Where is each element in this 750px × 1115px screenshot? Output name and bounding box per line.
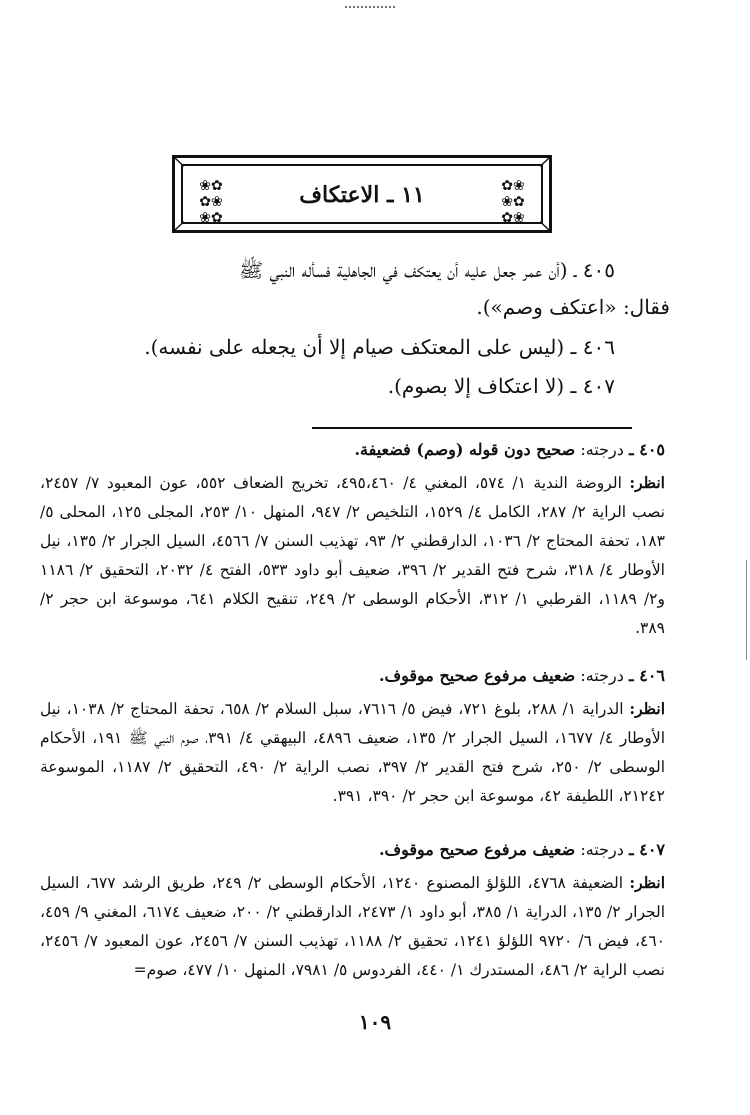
- references-text: الدراية ١/ ٢٨٨، بلوغ ٧٢١، فيض ٥/ ٧٦١٦، سبل السلام ٢/ ٦٥٨، تحفة المحتاج ٢/ ١٠٣٨، نيل الأوطار ٤/ ١٦٧٧، السيل الجرار ٢/ ١٣٥، ضعيف ٤٨٩٦، البيهقي ٤/ ٣٩١، صوم النبي ﷺ ١٩١، الأحكام الوسطى ٢/ ٢٥٠، شرح فتح القدير ٢/ ٣٩٧، نصب الراية ٢/ ٤٩٠، التحقيق ٢/ ١١٨٧، الموسوعة ٢١٢٤٢، اللطيفة ٤٢، موسوعة ابن حجر ٢/ ٣٩٠، ٣٩١.: [40, 700, 666, 805]
- grade-label: درجته:: [580, 840, 624, 859]
- note-405-references: [40, 468, 665, 643]
- note-number: ٤٠٥ ـ: [628, 440, 665, 459]
- floral-ornament-right-icon: ✿❀ ❀✿ ✿❀: [501, 178, 525, 226]
- scan-edge-line: [746, 560, 747, 660]
- hadith-405-line1: ٤٠٥ ـ (أن عمر جعل عليه أن يعتكف في الجاهلية فسأله النبي ﷺ: [238, 258, 615, 282]
- references-lead: انظر:: [629, 473, 665, 492]
- chapter-frame: [172, 155, 552, 233]
- references-text: الروضة الندية ١/ ٥٧٤، المغني ٤/ ٤٩٥،٤٦٠، تخريج الضعاف ٥٥٢، عون المعبود ٧/ ٢٤٥٧، نصب الراية ٢/ ٢٨٧، الكامل ٤/ ١٥٢٩، التلخيص ٢/ ٩٤٧، المنهل ١٠/ ٢٥٣، المجلى ١٢٥، المحلى ٥/ ١٨٣، تحفة المحتاج ٢/ ١٠٣٦، الدارقطني ٢/ ٩٣، تهذيب السنن ٧/ ٤٥٦٦، السيل الجرار ٢/ ١٣٥، نيل الأوطار ٤/ ٣١٨، شرح فتح القدير ٢/ ٣٩٦، ضعيف أبو داود ٥٣٣، الفتح ٤/ ٢٠٣٢، التحقيق ٢/ ١١٨٦ و٢/ ١١٨٩، القرطبي ١/ ٣١٢، الأحكام الوسطى ٢/ ٢٤٩، تنقيح الكلام ٦٤١، موسوعة ابن حجر ٢/ ٣٨٩.: [40, 474, 665, 637]
- references-text: الضعيفة ٤٧٦٨، اللؤلؤ المصنوع ١٢٤٠، الأحكام الوسطى ٢/ ٢٤٩، طريق الرشد ٦٧٧، السيل الجرار ٢/ ١٣٥، الدراية ١/ ٣٨٥، أبو داود ١/ ٢٤٧٣، الدارقطني ٢/ ٢٠٠، ضعيف ٦١٧٤، المغني ٩/ ٤٥٩، ٤٦٠، فيض ٦/ ٩٧٢٠ اللؤلؤ ١٢٤١، تحقيق ٢/ ١١٨٨، تهذيب السنن ٧/ ٢٤٥٦، عون المعبود ٧/ ٢٤٥٦، نصب الراية ٢/ ٤٨٦، المستدرك ١/ ٤٤٠، الفردوس ٥/ ٧٩٨١، المنهل ١٠/ ٤٧٧، صوم=: [40, 874, 666, 979]
- grade-value: صحيح دون قوله (وصم) فضعيفة.: [354, 440, 576, 459]
- note-406-heading: [40, 664, 665, 688]
- note-405-heading: [40, 438, 665, 462]
- hadith-407: ٤٠٧ ـ (لا اعتكاف إلا بصوم).: [387, 374, 615, 398]
- note-number: ٤٠٦ ـ: [628, 666, 665, 685]
- footnote-separator: [312, 427, 632, 429]
- grade-label: درجته:: [580, 440, 624, 459]
- hadith-405-line2: فقال: «اعتكف وصم»).: [476, 295, 670, 319]
- grade-label: درجته:: [580, 666, 624, 685]
- chapter-title: ١١ ـ الاعتكاف: [299, 182, 425, 208]
- note-407-references: [40, 868, 665, 985]
- hadith-406: ٤٠٦ ـ (ليس على المعتكف صيام إلا أن يجعله على نفسه).: [144, 335, 615, 359]
- page-number: ١٠٩: [358, 1010, 392, 1034]
- floral-ornament-left-icon: ❀✿ ✿❀ ❀✿: [199, 178, 223, 226]
- note-406-references: [40, 694, 665, 811]
- references-lead: انظر:: [629, 873, 666, 892]
- top-dash: [345, 6, 395, 8]
- grade-value: ضعيف مرفوع صحيح موقوف.: [378, 666, 576, 685]
- grade-value: ضعيف مرفوع صحيح موقوف.: [378, 840, 576, 859]
- note-number: ٤٠٧ ـ: [628, 840, 665, 859]
- references-lead: انظر:: [629, 699, 665, 718]
- note-407-heading: [40, 838, 665, 862]
- chapter-inner-frame: [181, 164, 543, 224]
